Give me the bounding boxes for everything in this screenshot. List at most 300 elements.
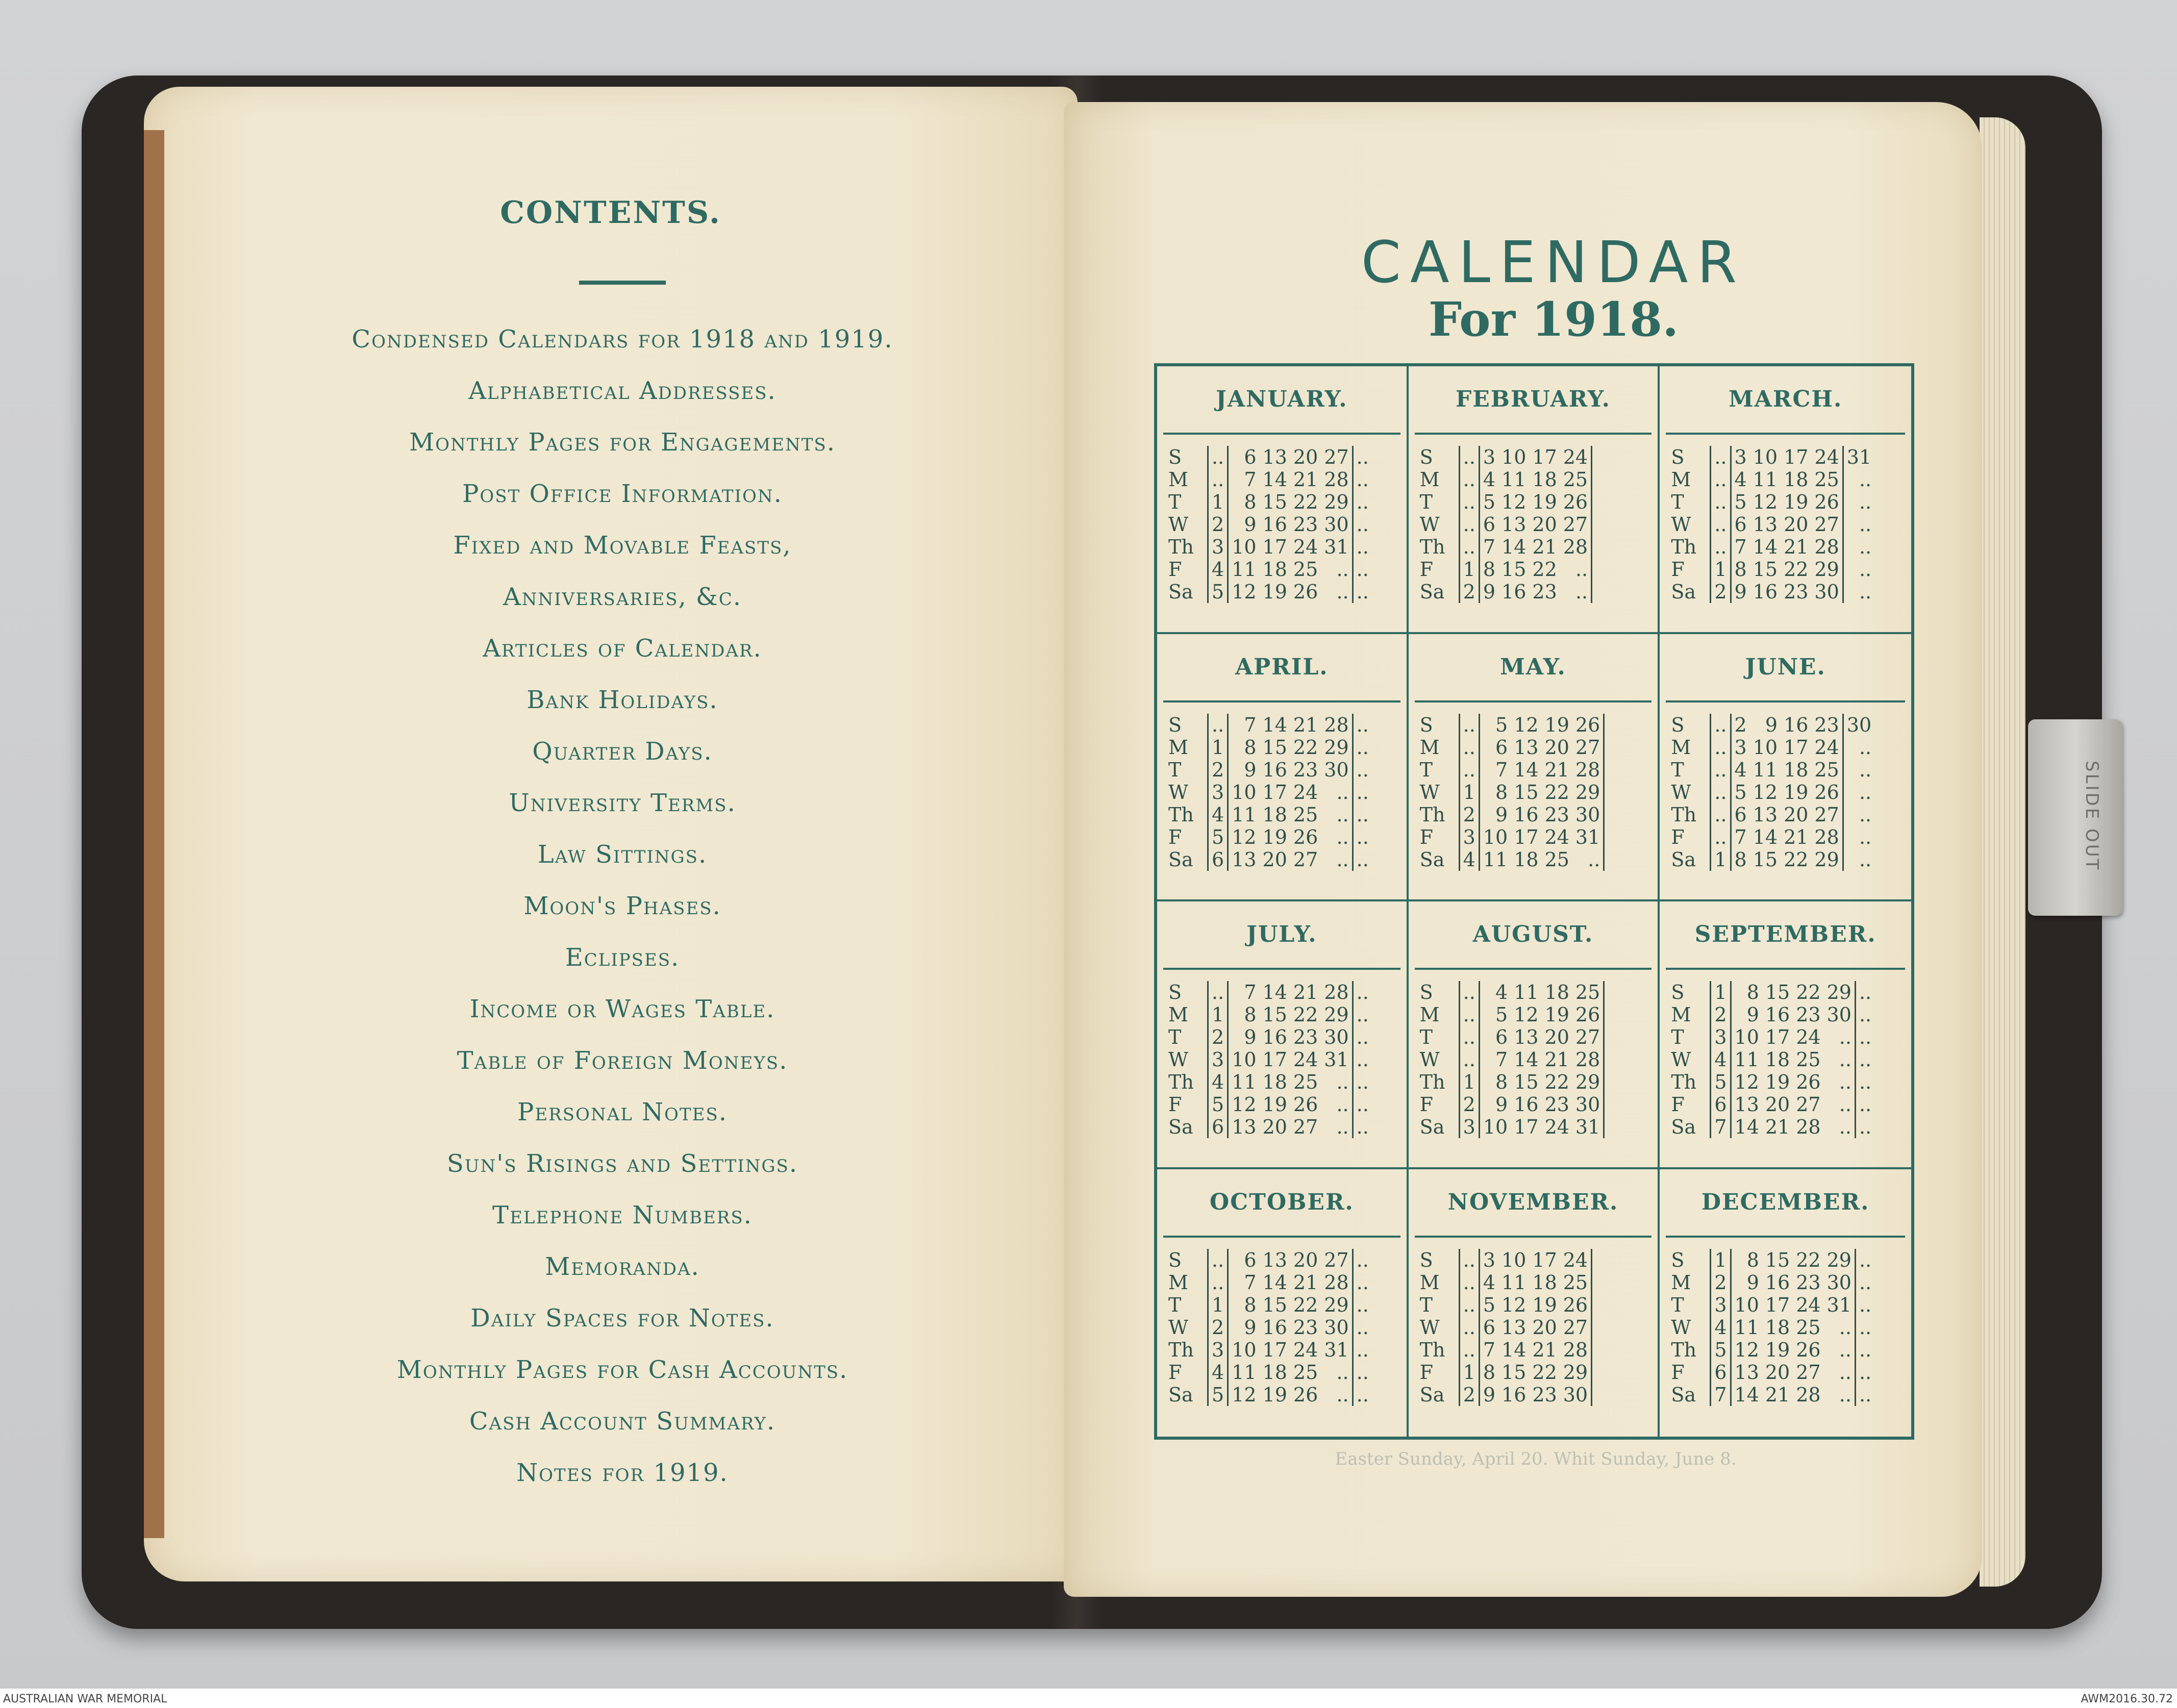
- date-cell: 23: [1293, 1316, 1318, 1339]
- week-row: [1671, 1003, 1874, 1026]
- contents-item: Memoranda.: [545, 1252, 700, 1281]
- date-cell: 12: [1514, 1003, 1539, 1026]
- weekday-label: Th: [1168, 803, 1194, 826]
- weekday-label: W: [1168, 1316, 1189, 1339]
- date-cell: 28: [1324, 1271, 1349, 1294]
- date-cell: 9: [1731, 1003, 1762, 1026]
- contents-item: Personal Notes.: [517, 1098, 728, 1126]
- weekday-label: M: [1419, 468, 1440, 491]
- date-cell: 19: [1532, 491, 1557, 513]
- week-row: [1671, 803, 1874, 826]
- date-cell: 28: [1814, 536, 1839, 558]
- date-cell: 12: [1228, 1384, 1260, 1406]
- weekday-label: S: [1419, 446, 1433, 468]
- date-cell: 2: [1711, 1271, 1731, 1294]
- weekday-label: Th: [1671, 1071, 1697, 1093]
- date-cell: 25: [1796, 1048, 1821, 1071]
- date-cell: 19: [1765, 1338, 1790, 1361]
- date-cell: 25: [1293, 1071, 1318, 1093]
- date-cell: 2: [1208, 513, 1228, 536]
- date-cell: 14: [1262, 468, 1287, 491]
- date-cell: 6: [1208, 848, 1228, 871]
- month-block: [1409, 1169, 1660, 1437]
- contents-title: CONTENTS.: [500, 195, 721, 231]
- date-cell: ..: [1353, 1249, 1372, 1271]
- date-cell: ..: [1208, 714, 1228, 736]
- week-row: [1671, 1384, 1874, 1406]
- date-cell: 2: [1459, 1093, 1479, 1116]
- date-cell: 6: [1479, 513, 1498, 536]
- week-row: [1671, 1249, 1874, 1271]
- clasp-label: SLIDE OUT: [2082, 761, 2102, 872]
- weekday-label: F: [1168, 558, 1182, 581]
- date-cell: 23: [1796, 1003, 1821, 1026]
- date-cell: ..: [1843, 513, 1874, 536]
- date-cell: ..: [1843, 759, 1874, 781]
- week-row: [1168, 1294, 1372, 1316]
- date-cell: 6: [1711, 1093, 1731, 1116]
- date-cell: ..: [1336, 1116, 1349, 1138]
- date-cell: 20: [1765, 1361, 1790, 1384]
- week-row: [1168, 1003, 1372, 1026]
- date-cell: ..: [1353, 981, 1372, 1003]
- date-cell: [1592, 1294, 1599, 1316]
- date-cell: ..: [1843, 581, 1874, 603]
- date-cell: 31: [1324, 536, 1349, 558]
- date-cell: ..: [1711, 803, 1731, 826]
- month-table: [1671, 446, 1874, 603]
- date-cell: ..: [1843, 468, 1874, 491]
- date-cell: 31: [1826, 1293, 1851, 1316]
- date-cell: 9: [1479, 581, 1498, 603]
- date-cell: 9: [1228, 513, 1260, 536]
- date-cell: [1604, 1048, 1611, 1071]
- date-cell: 25: [1293, 558, 1318, 581]
- date-cell: ..: [1711, 759, 1731, 781]
- week-row: [1420, 581, 1598, 603]
- date-cell: 15: [1753, 558, 1778, 581]
- date-cell: 16: [1262, 758, 1287, 781]
- weekday-label: W: [1419, 1316, 1440, 1339]
- date-cell: 2: [1208, 1316, 1228, 1339]
- date-cell: 16: [1765, 1271, 1790, 1294]
- week-row: [1168, 848, 1372, 871]
- date-cell: 15: [1753, 848, 1778, 871]
- date-cell: 3: [1711, 1026, 1731, 1048]
- date-cell: 11: [1228, 803, 1260, 826]
- weekday-label: S: [1671, 446, 1685, 468]
- contents-item: Sun's Risings and Settings.: [446, 1149, 798, 1178]
- contents-item: Cash Account Summary.: [469, 1407, 776, 1436]
- date-cell: 5: [1731, 491, 1750, 513]
- week-row: [1420, 1271, 1598, 1294]
- date-cell: 27: [1563, 1316, 1588, 1339]
- weekday-label: T: [1671, 491, 1684, 513]
- date-cell: 1: [1208, 1294, 1228, 1316]
- date-cell: 14: [1753, 536, 1778, 558]
- calendar-title: CALENDAR: [1361, 230, 1746, 296]
- weekday-label: S: [1168, 446, 1182, 468]
- date-cell: 5: [1208, 1093, 1228, 1116]
- date-cell: [1592, 1249, 1599, 1271]
- week-row: [1671, 1339, 1874, 1361]
- date-cell: 10: [1479, 826, 1511, 848]
- date-cell: 3: [1459, 1116, 1479, 1138]
- weekday-label: S: [1419, 1248, 1433, 1271]
- week-row: [1420, 491, 1598, 513]
- date-cell: ..: [1459, 1294, 1479, 1316]
- weekday-label: M: [1671, 736, 1691, 759]
- date-cell: 24: [1563, 1248, 1588, 1271]
- date-cell: 23: [1544, 1093, 1569, 1116]
- date-cell: 11: [1731, 1316, 1762, 1339]
- weekday-label: M: [1671, 1003, 1691, 1026]
- week-row: [1420, 803, 1611, 826]
- month-name: DECEMBER.: [1666, 1169, 1905, 1238]
- date-cell: 15: [1765, 1248, 1790, 1271]
- month-block: [1660, 634, 1911, 902]
- date-cell: 5: [1479, 1294, 1498, 1316]
- month-name: AUGUST.: [1415, 901, 1652, 970]
- date-cell: 19: [1262, 1383, 1287, 1406]
- date-cell: ..: [1855, 1294, 1874, 1316]
- date-cell: 4: [1459, 848, 1479, 871]
- weekday-label: T: [1419, 491, 1433, 513]
- weekday-label: S: [1419, 981, 1433, 1003]
- week-row: [1671, 781, 1874, 803]
- date-cell: ..: [1839, 1093, 1851, 1116]
- contents-item: Law Sittings.: [537, 840, 708, 869]
- date-cell: 19: [1784, 781, 1809, 803]
- date-cell: ..: [1855, 1271, 1874, 1294]
- date-cell: 30: [1575, 1093, 1600, 1116]
- date-cell: [1604, 1026, 1611, 1048]
- date-cell: 19: [1262, 581, 1287, 603]
- date-cell: ..: [1353, 1294, 1372, 1316]
- date-cell: ..: [1208, 1271, 1228, 1294]
- date-cell: ..: [1575, 558, 1588, 581]
- date-cell: 6: [1479, 1026, 1511, 1048]
- date-cell: 30: [1575, 803, 1600, 826]
- date-cell: 4: [1208, 1071, 1228, 1093]
- date-cell: 18: [1765, 1048, 1790, 1071]
- week-row: [1420, 1384, 1598, 1406]
- date-cell: 31: [1575, 825, 1600, 848]
- date-cell: 12: [1731, 1071, 1762, 1093]
- week-row: [1168, 536, 1372, 558]
- week-row: [1420, 1071, 1611, 1093]
- contents-item: Notes for 1919.: [516, 1459, 729, 1487]
- weekday-label: S: [1671, 981, 1685, 1003]
- date-cell: ..: [1353, 1116, 1372, 1138]
- date-cell: 10: [1502, 1248, 1527, 1271]
- date-cell: 31: [1324, 1338, 1349, 1361]
- date-cell: 1: [1459, 1361, 1479, 1384]
- date-cell: 23: [1293, 1026, 1318, 1048]
- date-cell: ..: [1208, 446, 1228, 468]
- date-cell: [1604, 1071, 1611, 1093]
- month-table: [1168, 446, 1372, 603]
- month-table: [1420, 714, 1611, 871]
- date-cell: 26: [1293, 1383, 1318, 1406]
- date-cell: 7: [1711, 1384, 1731, 1406]
- date-cell: 9: [1731, 581, 1750, 603]
- date-cell: 30: [1814, 581, 1839, 603]
- week-row: [1168, 781, 1372, 803]
- date-cell: 17: [1262, 536, 1287, 558]
- week-row: [1168, 803, 1372, 826]
- date-cell: 26: [1796, 1338, 1821, 1361]
- date-cell: 13: [1753, 803, 1778, 826]
- month-table: [1168, 1249, 1372, 1406]
- date-cell: 13: [1262, 1248, 1287, 1271]
- date-cell: 16: [1784, 713, 1809, 736]
- weekday-label: T: [1671, 1026, 1684, 1048]
- week-row: [1420, 1116, 1611, 1138]
- date-cell: ..: [1353, 1003, 1372, 1026]
- week-row: [1420, 1048, 1611, 1071]
- week-row: [1420, 736, 1611, 759]
- date-cell: [1592, 1384, 1599, 1406]
- date-cell: ..: [1336, 1093, 1349, 1116]
- weekday-label: Sa: [1168, 848, 1193, 871]
- weekday-label: Sa: [1168, 581, 1193, 603]
- date-cell: 10: [1753, 446, 1778, 468]
- weekday-label: Sa: [1419, 581, 1445, 603]
- date-cell: 26: [1293, 581, 1318, 603]
- date-cell: 4: [1711, 1048, 1731, 1071]
- date-cell: ..: [1353, 1026, 1372, 1048]
- date-cell: 29: [1575, 1071, 1600, 1093]
- date-cell: 11: [1753, 758, 1778, 781]
- week-row: [1420, 1339, 1598, 1361]
- date-cell: [1592, 513, 1599, 536]
- date-cell: 26: [1293, 825, 1318, 848]
- month-table: [1420, 1249, 1598, 1406]
- date-cell: ..: [1711, 468, 1731, 491]
- date-cell: 14: [1731, 1384, 1762, 1406]
- date-cell: 12: [1753, 491, 1778, 513]
- date-cell: ..: [1459, 491, 1479, 513]
- date-cell: 29: [1826, 1248, 1851, 1271]
- date-cell: 17: [1532, 1248, 1557, 1271]
- contents-divider: [579, 281, 666, 285]
- week-row: [1420, 826, 1611, 848]
- week-row: [1168, 581, 1372, 603]
- date-cell: ..: [1208, 981, 1228, 1003]
- date-cell: 6: [1731, 803, 1750, 826]
- weekday-label: W: [1419, 1048, 1440, 1071]
- date-cell: ..: [1459, 1339, 1479, 1361]
- week-row: [1420, 1026, 1611, 1048]
- date-cell: 31: [1575, 1116, 1600, 1138]
- date-cell: 10: [1479, 1116, 1511, 1138]
- date-cell: 22: [1532, 1361, 1557, 1384]
- date-cell: 11: [1228, 558, 1260, 581]
- weekday-label: Sa: [1419, 848, 1445, 871]
- binding-strip: [144, 130, 164, 1538]
- date-cell: 4: [1479, 1271, 1498, 1294]
- date-cell: 24: [1293, 781, 1318, 803]
- date-cell: 27: [1814, 513, 1839, 536]
- calendar-footnote: Easter Sunday, April 20. Whit Sunday, June 8.: [1335, 1449, 1737, 1469]
- date-cell: 14: [1514, 1048, 1539, 1071]
- date-cell: 1: [1711, 558, 1731, 581]
- date-cell: ..: [1353, 536, 1372, 558]
- date-cell: 17: [1262, 781, 1287, 803]
- weekday-label: T: [1168, 1026, 1182, 1048]
- date-cell: 4: [1731, 468, 1750, 491]
- date-cell: [1592, 558, 1599, 581]
- date-cell: 28: [1563, 536, 1588, 558]
- date-cell: 4: [1731, 759, 1750, 781]
- date-cell: 13: [1731, 1093, 1762, 1116]
- date-cell: 30: [1324, 1316, 1349, 1339]
- date-cell: ..: [1855, 1384, 1874, 1406]
- week-row: [1420, 714, 1611, 736]
- week-row: [1168, 1316, 1372, 1339]
- month-table: [1420, 981, 1611, 1138]
- date-cell: 14: [1262, 1271, 1287, 1294]
- date-cell: 22: [1293, 736, 1318, 759]
- weekday-label: W: [1671, 1316, 1691, 1339]
- date-cell: 2: [1711, 1003, 1731, 1026]
- date-cell: 23: [1532, 1383, 1557, 1406]
- date-cell: 17: [1262, 1048, 1287, 1071]
- date-cell: [1604, 826, 1611, 848]
- date-cell: 18: [1514, 848, 1539, 871]
- calendar-grid: [1154, 363, 1914, 1440]
- date-cell: 14: [1262, 713, 1287, 736]
- date-cell: ..: [1843, 781, 1874, 803]
- date-cell: 10: [1753, 736, 1778, 759]
- month-name: FEBRUARY.: [1415, 366, 1652, 435]
- week-row: [1420, 1316, 1598, 1339]
- date-cell: 13: [1502, 1316, 1527, 1339]
- month-table: [1671, 1249, 1874, 1406]
- archive-caption: AUSTRALIAN WAR MEMORIAL: [3, 1693, 167, 1705]
- weekday-label: W: [1168, 1048, 1189, 1071]
- date-cell: 4: [1479, 468, 1498, 491]
- weekday-label: Th: [1419, 1338, 1445, 1361]
- date-cell: 19: [1784, 491, 1809, 513]
- date-cell: 20: [1765, 1093, 1790, 1116]
- date-cell: 11: [1228, 1361, 1260, 1384]
- date-cell: ..: [1353, 1361, 1372, 1384]
- date-cell: 5: [1479, 714, 1511, 736]
- week-row: [1168, 1071, 1372, 1093]
- date-cell: 16: [1514, 803, 1539, 826]
- date-cell: 5: [1208, 581, 1228, 603]
- date-cell: ..: [1353, 1093, 1372, 1116]
- date-cell: 6: [1711, 1361, 1731, 1384]
- date-cell: 22: [1796, 1248, 1821, 1271]
- date-cell: ..: [1839, 1116, 1851, 1138]
- date-cell: 17: [1514, 825, 1539, 848]
- contents-item: Income or Wages Table.: [469, 995, 775, 1023]
- week-row: [1671, 848, 1874, 871]
- date-cell: 26: [1563, 491, 1588, 513]
- date-cell: 19: [1532, 1293, 1557, 1316]
- date-cell: 29: [1575, 781, 1600, 803]
- date-cell: 11: [1731, 1048, 1762, 1071]
- weekday-label: M: [1168, 1003, 1188, 1026]
- date-cell: 15: [1765, 981, 1790, 1003]
- date-cell: 9: [1228, 1026, 1260, 1048]
- weekday-label: Th: [1419, 536, 1445, 558]
- month-name: JANUARY.: [1163, 366, 1400, 435]
- date-cell: ..: [1855, 1339, 1874, 1361]
- date-cell: 15: [1502, 558, 1527, 581]
- date-cell: 21: [1784, 536, 1809, 558]
- date-cell: 11: [1514, 981, 1539, 1003]
- month-name: NOVEMBER.: [1415, 1169, 1652, 1238]
- date-cell: 30: [1324, 1026, 1349, 1048]
- weekday-label: F: [1419, 825, 1434, 848]
- date-cell: 28: [1324, 468, 1349, 491]
- date-cell: 3: [1731, 446, 1750, 468]
- weekday-label: T: [1419, 1026, 1433, 1048]
- date-cell: 10: [1228, 781, 1260, 803]
- date-cell: ..: [1459, 1271, 1479, 1294]
- date-cell: 24: [1293, 536, 1318, 558]
- month-table: [1671, 981, 1874, 1138]
- month-table: [1168, 714, 1372, 871]
- weekday-label: Th: [1419, 1071, 1445, 1093]
- date-cell: 9: [1228, 1316, 1260, 1339]
- contents-item: Alphabetical Addresses.: [468, 376, 777, 405]
- date-cell: [1604, 1093, 1611, 1116]
- date-cell: 20: [1784, 513, 1809, 536]
- date-cell: [1604, 1116, 1611, 1138]
- date-cell: 10: [1228, 1339, 1260, 1361]
- month-table: [1168, 981, 1372, 1138]
- weekday-label: T: [1168, 491, 1182, 513]
- month-name: MAY.: [1415, 634, 1652, 702]
- date-cell: 24: [1293, 1338, 1318, 1361]
- weekday-label: Sa: [1671, 1116, 1696, 1138]
- month-block: [1157, 366, 1409, 634]
- week-row: [1420, 536, 1598, 558]
- month-block: [1660, 1169, 1911, 1437]
- date-cell: 23: [1532, 581, 1557, 603]
- week-row: [1671, 558, 1874, 581]
- date-cell: ..: [1459, 468, 1479, 491]
- date-cell: ..: [1336, 781, 1349, 803]
- date-cell: ..: [1336, 803, 1349, 826]
- date-cell: 10: [1731, 1026, 1762, 1048]
- week-row: [1420, 781, 1611, 803]
- date-cell: ..: [1843, 848, 1874, 871]
- weekday-label: Th: [1671, 536, 1697, 558]
- date-cell: ..: [1843, 491, 1874, 513]
- date-cell: ..: [1843, 558, 1874, 581]
- contents-item: Eclipses.: [565, 943, 680, 972]
- weekday-label: M: [1419, 1003, 1440, 1026]
- date-cell: 17: [1262, 1338, 1287, 1361]
- page-edges: [1980, 117, 2025, 1587]
- date-cell: 10: [1731, 1294, 1762, 1316]
- weekday-label: W: [1419, 513, 1440, 536]
- date-cell: 18: [1784, 758, 1809, 781]
- date-cell: ..: [1353, 581, 1372, 603]
- date-cell: 17: [1532, 446, 1557, 468]
- date-cell: ..: [1855, 1048, 1874, 1071]
- date-cell: 7: [1479, 1339, 1498, 1361]
- contents-item: Table of Foreign Moneys.: [457, 1046, 788, 1075]
- date-cell: 22: [1532, 558, 1557, 581]
- month-name: SEPTEMBER.: [1666, 901, 1905, 970]
